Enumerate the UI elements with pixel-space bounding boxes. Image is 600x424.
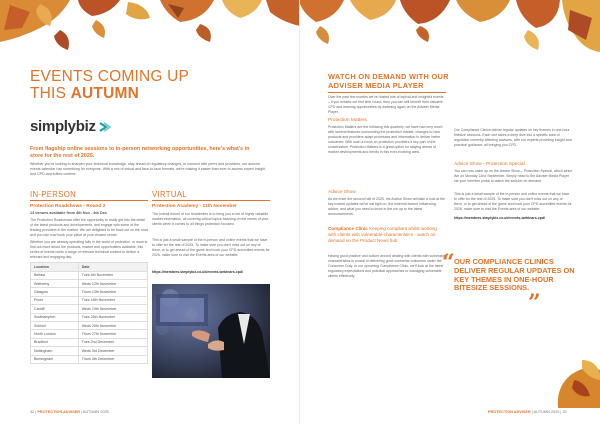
date-cell: Thurs 27th November	[78, 330, 147, 338]
inperson-body-2: Whether you are already operating fully in the world of protection, or want to find out more about the products, market and opportunities available, this series of events holds a range of relevant technical content to deliver a relevant and engaging day.	[30, 240, 148, 259]
date-cell: Tues 4th November	[78, 271, 147, 279]
left-footer-brand: PROTECTION ADVISER	[37, 410, 81, 414]
date-cell: Weds 3rd December	[78, 347, 147, 355]
date-cell: Weds 26th November	[78, 321, 147, 329]
virtual-heading: VIRTUAL	[152, 190, 187, 199]
autumn-leaves-decoration	[300, 0, 600, 74]
inperson-rule	[30, 200, 148, 201]
left-page-number: 32	[30, 410, 35, 414]
roadshow-table	[30, 262, 148, 364]
compliance-clinic-tagline: Keeping compliant whilst working with clients with vulnerable characteristics - watch on demand on the Product News hub	[328, 226, 437, 243]
inperson-dates: 13 venues available from 4th Nov - 4th Dec	[30, 211, 108, 215]
right-footer-brand: PROTECTION ADVISER	[488, 410, 531, 414]
virtual-body-2: This is just a small sample of the in-person and online events that we have to offer for the rest of 2025. To make sure you don't miss out on any of them, or to get ahead of the game and book your CPD accredited events for 2026, make sure to visit the Events area of our website:	[152, 238, 270, 257]
open-quote-icon: “	[442, 250, 455, 276]
protection-special-title: Advice Show - Protection Special	[454, 162, 525, 167]
protection-special-body: You can now catch up on the Advice Show – Protection Special, which aired live on Monday 22nd September. Simply head to the Adviser Media Player via your member portal to watch the session on demand.	[454, 169, 572, 183]
table-row	[31, 305, 148, 313]
media-player-intro: Over the past few months we've hosted lots of topical and insightful events – if you missed out first time round, then you can still benefit from valuable CPD and learning opportunities by watching again on the Adviser Media Player.	[328, 95, 444, 114]
right-page	[300, 0, 600, 424]
location-cell: North London	[31, 330, 79, 338]
virtual-rule	[152, 200, 270, 201]
location-cell: Belfast	[31, 271, 79, 279]
date-cell: Thurs 13th November	[78, 288, 147, 296]
section-heading	[328, 73, 449, 90]
heading-line-1: WATCH ON DEMAND WITH OUR	[328, 72, 449, 81]
heading-line-2: ADVISER MEDIA PLAYER	[328, 80, 424, 90]
date-cell: Tues 25th November	[78, 313, 147, 321]
simplybiz-logo	[30, 118, 111, 135]
table-row	[31, 271, 148, 279]
table-row	[31, 347, 148, 355]
virtual-body-1: The overall theme of our Academies is to bring you a mix of highly valuable market information, all covering critical topics focusing on the needs of your clients when it comes to all things protection focused.	[152, 212, 269, 226]
table-header-location: Location	[31, 263, 79, 272]
table-header-date: Date	[78, 263, 147, 272]
location-cell: Cardiff	[31, 305, 79, 313]
compliance-clinic-body: Having good practice and culture around dealing with clients with vulnerable characteristics is crucial in delivering good consumer outcomes under the Consumer Duty. In our upcoming Compliance Clinic, we'll look at the latest regulatory expectations and practical approaches to managing vulnerable clients effectively.	[328, 254, 446, 278]
intro-paragraph: Whether you're looking to sharpen your technical knowledge, stay ahead of regulatory changes, or connect with peers and providers, our autumn events calendar has something for everyone. With a mix of virtual and face-to-face formats, we're making it easier than ever to access expert insight and CPD-accredited content.	[30, 162, 266, 177]
location-cell: Bradford	[31, 338, 79, 346]
logo-text: simplybiz	[30, 118, 96, 135]
title-line-1: EVENTS COMING UP	[30, 68, 190, 85]
table-row	[31, 338, 148, 346]
autumn-leaves-decoration	[538, 330, 600, 408]
events-website-link[interactable]: https://members.simplybiz.co.uk/events-webinars-cpd/	[454, 216, 546, 220]
advice-show-body: As we enter the second half of 2025, the Advice Show will take a look at the key market updates we've sat tight on, the external factors influencing advice, and what you need to know in the run up to the latest announcements.	[328, 197, 446, 216]
close-quote-icon: ”	[528, 290, 541, 316]
autumn-leaves-decoration	[0, 0, 300, 62]
table-row	[31, 296, 148, 304]
presenter-photo	[152, 284, 270, 378]
intro-text: From flagship online sessions to in-person networking opportunities, here's what's in store for the rest of 2025.	[30, 146, 250, 159]
table-row	[31, 321, 148, 329]
right-footer: PROTECTION ADVISER | AUTUMN 2025 | 33	[488, 410, 567, 414]
table-row	[31, 355, 148, 363]
date-cell: Weds 19th November	[78, 305, 147, 313]
inperson-subheading: Protection Roadshows - Round 2	[30, 204, 106, 209]
table-row	[31, 288, 148, 296]
inperson-heading: IN-PERSON	[30, 190, 77, 199]
left-footer: 32 | PROTECTION ADVISER | AUTUMN 2025	[30, 410, 109, 414]
date-cell: Weds 12th November	[78, 279, 147, 287]
location-cell: Birmingham	[31, 355, 79, 363]
location-cell: Southampton	[31, 313, 79, 321]
table-row	[31, 313, 148, 321]
location-cell: Poole	[31, 296, 79, 304]
location-cell: Glasgow	[31, 288, 79, 296]
advice-show-title: Advice Show	[328, 190, 356, 195]
logo-chevron-icon	[99, 122, 111, 132]
virtual-subheading: Protection Academy - 11th November	[152, 204, 237, 209]
right-page-number: 33	[562, 410, 567, 414]
title-line-2-bold: AUTUMN	[70, 85, 139, 102]
compliance-clinic-title: Compliance Clinic	[328, 226, 368, 231]
table-header-row	[31, 263, 148, 272]
date-cell: Tues 2nd December	[78, 338, 147, 346]
table-row	[31, 279, 148, 287]
title-line-2-prefix: THIS	[30, 85, 71, 102]
inperson-body-1: The Protection Roadshows offer the opportunity to really get into the detail of the latest products and developments, and engage with some of the leading providers in the market. We are delighted to be back out on the road and you can now book your place at your chosen venue.	[30, 218, 148, 237]
heading-rule	[328, 92, 446, 93]
compliance-clinic-heading	[328, 226, 446, 243]
protection-matters-title: Protection Matters	[328, 118, 367, 123]
page-title	[30, 68, 189, 102]
virtual-events-link[interactable]: https://members.simplybiz.co.uk/events-webinars-cpd/	[152, 270, 244, 274]
pull-quote: OUR COMPLIANCE CLINICS DELIVER REGULAR UPDATES ON KEY THEMES IN ONE-HOUR BITESIZE SESSIONS.	[454, 257, 575, 293]
table-row	[31, 330, 148, 338]
clinic-overview-body: Our Compliance Clinics deliver regular updates on key themes in one-hour bitesize sessions. Each one takes a deep dive into a specific area of regulation currently affecting advisers, with our experts providing insight and practical guidance, all bringing you CPD.	[454, 128, 572, 147]
right-footer-issue: AUTUMN 2025	[533, 410, 560, 414]
location-cell: Nottingham	[31, 347, 79, 355]
events-sample-body: This is just a small sample of the in-person and online events that we have to offer for the rest of 2025. To make sure you don't miss out on any of them, or to get ahead of the game and book your CPD accredited events for 2026, make sure to visit the Events area of our website:	[454, 192, 572, 211]
location-cell: Wetherby	[31, 279, 79, 287]
location-cell: Solihull	[31, 321, 79, 329]
left-footer-issue: AUTUMN 2025	[82, 410, 109, 414]
date-cell: Thurs 4th December	[78, 355, 147, 363]
protection-matters-body: Protection Matters are the following this quarterly, we have had very much with several features surrounding the protection market, changes to how products and providers adapt processes and information to deliver better outcomes. With such a focus on protection providers a key part of the conversation, Protection Matters is a great option for staying ahead of market developments and trends in this ever-evolving area.	[328, 125, 443, 154]
date-cell: Tues 18th November	[78, 296, 147, 304]
